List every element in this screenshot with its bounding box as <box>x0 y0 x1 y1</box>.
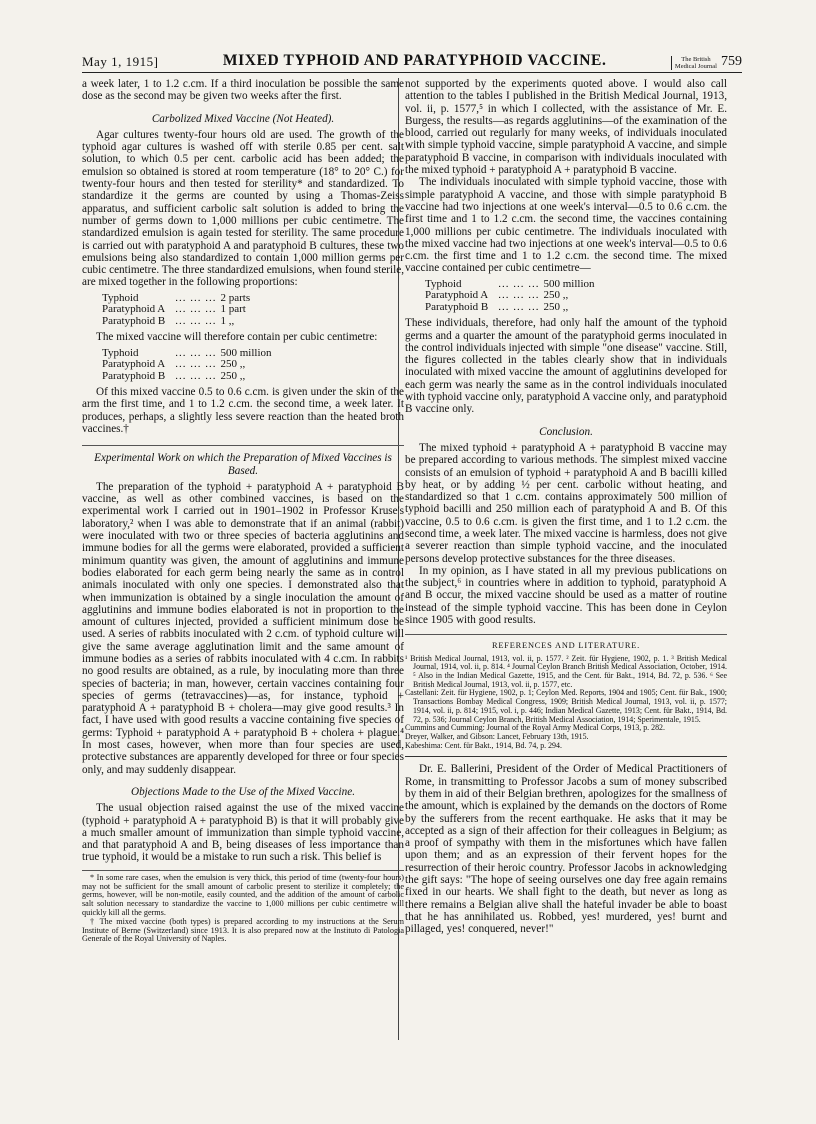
left-column <box>82 78 404 944</box>
composition-table <box>102 348 276 383</box>
reference-item: Castellani: Zeit. für Hygiene, 1902, p. 1; Ceylon Med. Reports, 1904 and 1905; Cent. für Bak., 1900; Transactions Bombay Medical Congress, 1909; British Medical Journal, 1913, vol. ii, p. 1577; 1914, vol. ii, p. 814; 1915, vol. i, p. 446; Indian Medical Gazette, 1913; Cent. für Bakt., 1914, Bd. 72, p. 536; Journal Ceylon Branch, British Medical Association, 1914; Sperimentale, 1915. <box>405 688 727 724</box>
running-title: MIXED TYPHOID AND PARATYPHOID VACCINE. <box>222 52 607 69</box>
issue-date: May 1, 1915] <box>82 54 159 69</box>
paragraph: Agar cultures twenty-four hours old are used. The growth of the typhoid agar cultures is washed off with sterile 0.85 per cent. salt solution, to which 0.5 per cent. carbolic acid has been added; the emulsion so obtained is stored at room temperature (18° to 20° C.) for twenty-four hours and then tested for sterility* and standardized. To standardize it the germs are counted by using a Thomas-Zeiss apparatus, and sufficient carbolic salt solution is added to bring the number of germs down to 1,000 millions per cubic centimetre. The standardized emulsion is again tested for sterility. The same procedure is carried out with paratyphoid A and paratyphoid B cultures, these two emulsions being also standardized to contain 1,000 million germs per cubic centimetre. The three standardized emulsions, when found sterile, are mixed together in the following proportions: <box>82 128 404 289</box>
section-heading: Experimental Work on which the Preparation of Mixed Vaccines is Based. <box>82 445 404 477</box>
table-row: Paratyphoid B ... ... ... 250 ,, <box>102 369 246 382</box>
paragraph: not supported by the experiments quoted above. I would also call attention to the tables I published in the British Medical Journal, 1913, vol. ii, p. 1577,⁵ in which I collected, with the assistance of Mr. E. Burgess, the results—as regards agglutinins—of the examination of the blood, carried out regularly for many weeks, of individuals inoculated with simple typhoid vaccine, simple paratyphoid A vaccine, and simple paratyphoid B vaccine, in comparison with individuals inoculated with the mixed typhoid + paratyphoid A + paratyphoid B vaccine. <box>405 78 727 177</box>
references-heading: REFERENCES AND LITERATURE. <box>405 634 727 652</box>
running-header <box>82 44 742 73</box>
section-heading: Conclusion. <box>539 425 593 438</box>
section-heading: Carbolized Mixed Vaccine (Not Heated). <box>151 112 335 125</box>
paragraph: Of this mixed vaccine 0.5 to 0.6 c.cm. is given under the skin of the arm the first time, and 1 to 1.2 c.cm. the second time, a week later. It produces, perhaps, a slightly less severe reaction than the heated broth vaccines.† <box>82 386 404 435</box>
composition-table <box>425 279 599 314</box>
paragraph: The preparation of the typhoid + paratyphoid A + paratyphoid B vaccine, as well as other combined vaccines, is based on the experimental work I carried out in 1901–1902 in Professor Kruse's laboratory,² when I was able to demonstrate that if an animal (rabbit) were inoculated with two or three species of bacteria agglutinins and immune bodies for all the germs were elaborated, provided a sufficient minimum quantity was given, the amount of agglutinins and immune bodies elaborated for each germ being nearly the same as in control animals inoculated with only one species. I demonstrated also that when immunization is obtained by a single inoculation the amount of agglutinins and immune bodies elaborated is not in proportion to the amount of cultures injected, provided a sufficient minimum dose be used. A series of rabbits inoculated with 2 c.cm. of typhoid culture will give the same average agglutination limit and the same amount of immune bodies as a series of rabbits inoculated with 4 c.cm. In rabbits no good results are obtained, as a rule, by inoculating more than three species of bacteria; in man, however, certain vaccines containing four species of germs (tetravaccines)—as, for instance, typhoid + paratyphoid A + paratyphoid B + cholera—may give good results.³ In fact, I have used with good results a vaccine containing five species of germs: Typhoid + paratyphoid A + paratyphoid B + cholera + plague.⁴ In most cases, however, when more than four species are used, protective substances are apparently developed for three or four species only, and may suddenly disappear. <box>82 480 404 776</box>
table-row: Paratyphoid B ... ... ... 250 ,, <box>425 300 569 313</box>
table-row: Paratyphoid A ... ... ... 1 part <box>102 303 246 316</box>
table-row: Typhoid ... ... ... 2 parts <box>102 291 251 304</box>
right-column <box>405 78 727 936</box>
journal-page-number <box>671 54 742 70</box>
journal-name: The British Medical Journal <box>671 56 717 70</box>
reference-item: Cummins and Cumming: Journal of the Royal Army Medical Corps, 1913, p. 282. <box>405 723 665 733</box>
table-row: Typhoid ... ... ... 500 million <box>102 346 272 359</box>
paragraph: In my opinion, as I have stated in all my previous publications on the subject,⁶ in countries where in addition to typhoid, paratyphoid A and B occur, the mixed vaccine should be used as a matter of routine instead of the simple typhoid vaccine. This has been done in Ceylon since 1905 with good results. <box>405 564 727 627</box>
reference-item: Kabeshima: Cent. für Bakt., 1914, Bd. 74, p. 294. <box>405 740 562 750</box>
proportion-table <box>102 293 254 328</box>
paragraph: The usual objection raised against the use of the mixed vaccine (typhoid + paratyphoid A + paratyphoid B) is that it will probably give a much smaller amount of immunization than simple typhoid vaccine, and that paratyphoid A and B, being diseases of less importance than true typhoid, it would be a mistake to run such a risk. This belief is <box>82 802 404 864</box>
paragraph: These individuals, therefore, had only half the amount of the typhoid germs and a quarter the amount of the paratyphoid germs inoculated in the control individuals injected with simple "one disease" vaccine. Still, the figures collected in the tables clearly show that in individuals inoculated with mixed vaccine the amount of agglutinins developed for each germ was nearly the same as in the control individuals inoculated with typhoid vaccine only, paratyphoid A vaccine only, and paratyphoid B vaccine only. <box>405 317 727 416</box>
paragraph: The mixed typhoid + paratyphoid A + paratyphoid B vaccine may be prepared according to various methods. The simplest mixed vaccine consists of an emulsion of typhoid + paratyphoid A and B bacilli killed by heat, or by adding ½ per cent. carbolic without heating, and standardized so that 1 c.cm. contains approximately 500 million of typhoid bacilli and 250 million each of paratyphoid A and B. Of this vaccine, 0.5 to 0.6 c.cm. is given the first time, and 1 to 1.2 c.cm. the second time, a week later. The mixed vaccine is harmless, does not give a severer reaction than simple typhoid vaccine, and the inoculated persons develop protective substances for the three diseases. <box>405 441 727 565</box>
paragraph: a week later, 1 to 1.2 c.cm. If a third inoculation be possible the same dose as the second may be given two weeks after the first. <box>82 78 404 103</box>
reference-item: Dreyer, Walker, and Gibson: Lancet, February 13th, 1915. <box>405 732 589 741</box>
section-heading: Objections Made to the Use of the Mixed Vaccine. <box>131 785 355 798</box>
paragraph: Dr. E. Ballerini, President of the Order of Medical Practitioners of Rome, in transmitting to Professor Jacobs a sum of money subscribed by them in aid of their Belgian brethren, apologizes for the smallness of the amount, which is explained by the demands on the doctors of Rome by the sufferers from the recent earthquake. He asks that it may be accepted as a sign of their affection for their colleagues in Belgium; as a proof of sympathy with them in the misfortunes which have fallen upon them; and as an expression of their fervent hopes for the resurrection of their heroic country. Professor Jacobs in acknowledging the gift says: "The hope of seeing ourselves one day free again remains fixed in our hearts. We shall fight to the death, but never as long as there remains a Belgian alive shall the hateful invader be able to boast that he has annihilated us. Robbed, yes! murdered, yes! burnt and pillaged, yes! conquered, never!" <box>405 763 727 936</box>
footnotes <box>82 870 404 944</box>
paragraph: The mixed vaccine will therefore contain per cubic centimetre: <box>96 331 378 344</box>
reference-item: ¹ British Medical Journal, 1913, vol. ii, p. 1577. ² Zeit. für Hygiene, 1902, p. 1. ³ British Medical Journal, 1914, vol. ii, p. 814. ⁴ Journal Ceylon Branch British Medical Association, October, 1914. ⁵ Also in the Indian Medical Gazette, 1915, and the Cent. für Bakt., 1914, Bd. 72, p. 536. ⁶ See British Medical Journal, 1913, vol. ii, p. 1577, etc. <box>405 653 727 689</box>
footnote: * In some rare cases, when the emulsion is very thick, this period of time (twenty-four hours) may not be sufficient for the small amount of carbolic present to sterilize it completely; the germs, however, will be non-motile, easily counted, and the addition of the amount of carbolic salt solution necessary to standardize the vaccine to 1,000 millions per cubic centimetre will quickly kill all the germs. <box>82 872 404 917</box>
page-number: 759 <box>720 54 742 69</box>
news-item <box>405 756 727 935</box>
table-row: Typhoid ... ... ... 500 million <box>425 277 595 290</box>
table-row: Paratyphoid B ... ... ... 1 ,, <box>102 314 235 327</box>
footnote: † The mixed vaccine (both types) is prepared according to my instructions at the Serum Institute of Berne (Switzerland) since 1913. It is also prepared now at the Instituto di Patologia Generale of the Royal University of Naples. <box>82 916 404 944</box>
table-row: Paratyphoid A ... ... ... 250 ,, <box>425 289 569 302</box>
references-list <box>405 655 727 751</box>
paragraph: The individuals inoculated with simple typhoid vaccine, those with simple paratyphoid A vaccine, and those with simple paratyphoid B vaccine had two injections at one week's interval—0.5 to 0.6 c.cm. the first time and 1 to 1.2 c.cm. the second time, the vaccines containing 1,000 millions per cubic centimetre. The individuals inoculated with the mixed vaccine had two injections at one week's interval—0.5 to 0.6 c.cm. the first time and 1 to 1.2 c.cm. the second time. The mixed vaccine contained per cubic centimetre— <box>405 176 727 275</box>
table-row: Paratyphoid A ... ... ... 250 ,, <box>102 358 246 371</box>
